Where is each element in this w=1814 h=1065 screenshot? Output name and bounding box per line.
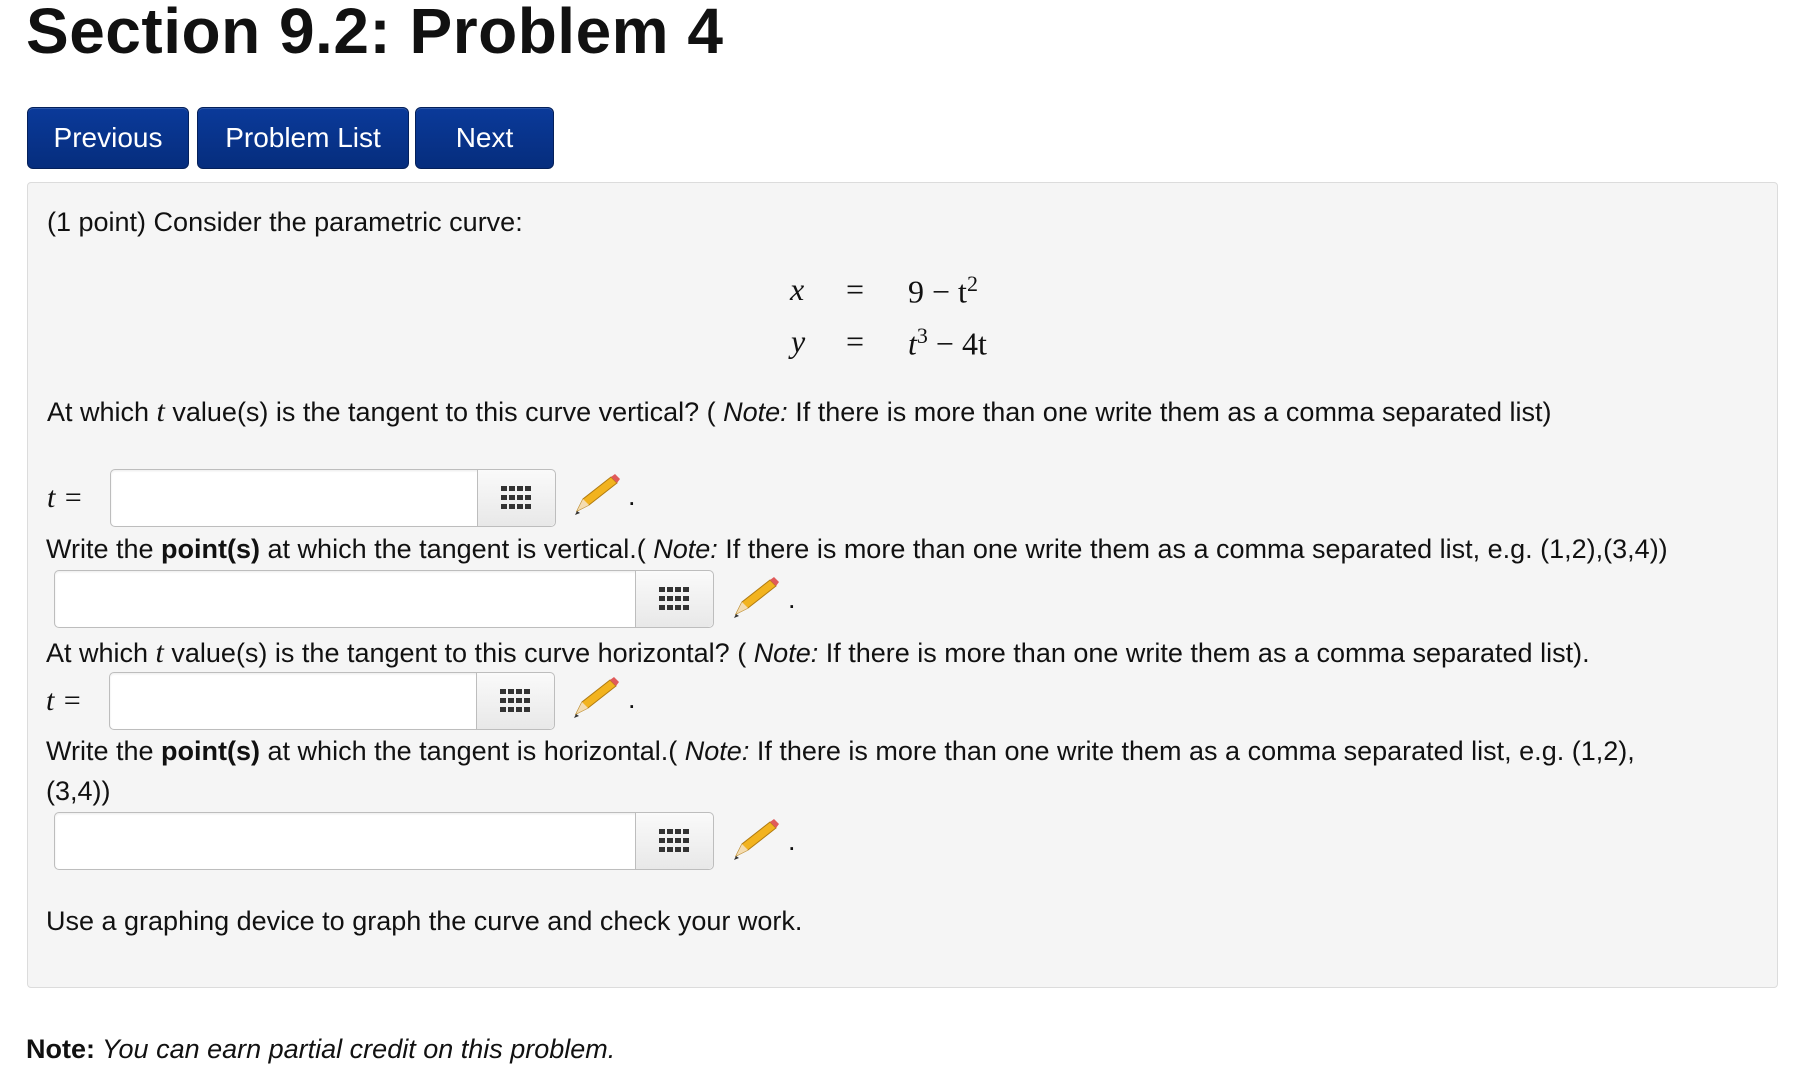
answer-horizontal-t-input[interactable] xyxy=(110,673,476,729)
equation-editor-button[interactable] xyxy=(476,673,554,729)
page-title: Section 9.2: Problem 4 xyxy=(26,0,724,67)
answer-vertical-t xyxy=(110,469,556,527)
keyboard-grid-icon xyxy=(659,829,689,853)
answer-vertical-t-input[interactable] xyxy=(111,470,477,526)
answer-label-t-horizontal: t = xyxy=(46,684,83,717)
eq-y-lhs: y xyxy=(791,323,806,359)
question-vertical-t: At which t value(s) is the tangent to this curve vertical? ( Note: If there is more than one write them as a comma separated list) xyxy=(47,395,1552,428)
equation-editor-button[interactable] xyxy=(635,813,713,869)
equation-editor-button[interactable] xyxy=(635,571,713,627)
pencil-icon[interactable] xyxy=(571,473,621,517)
equation-editor-button[interactable] xyxy=(477,470,555,526)
keyboard-grid-icon xyxy=(501,486,531,510)
eq-y-sign: = xyxy=(846,323,865,359)
problem-list-button[interactable]: Problem List xyxy=(197,107,409,169)
period: . xyxy=(628,684,636,714)
question-horizontal-points-line2: (3,4)) xyxy=(46,776,111,806)
keyboard-grid-icon xyxy=(659,587,689,611)
previous-button[interactable]: Previous xyxy=(27,107,189,169)
question-horizontal-t: At which t value(s) is the tangent to this curve horizontal? ( Note: If there is more than one write them as a comma separated list). xyxy=(46,636,1590,669)
problem-intro: (1 point) Consider the parametric curve: xyxy=(47,207,523,237)
answer-horizontal-points xyxy=(54,812,714,870)
partial-credit-note: Note: You can earn partial credit on this problem. xyxy=(26,1034,616,1064)
eq-y-rhs: $t^3 - 4t$ xyxy=(908,323,987,362)
next-button[interactable]: Next xyxy=(415,107,554,169)
answer-horizontal-t xyxy=(109,672,555,730)
eq-x-sign: = xyxy=(846,271,865,307)
question-vertical-points-text: Write the point(s) at which the tangent is vertical.( Note: If there is more than one write them as a comma separated list, e.g. (1,2),(3,4)) xyxy=(46,534,1668,564)
period: . xyxy=(788,826,796,856)
pencil-icon[interactable] xyxy=(730,576,780,620)
closing-instruction: Use a graphing device to graph the curve and check your work. xyxy=(46,906,803,936)
answer-horizontal-points-input[interactable] xyxy=(55,813,635,869)
question-horizontal-points: Write the point(s) at which the tangent is horizontal.( Note: If there is more than one write them as a comma separated list, e.g. (1,2), xyxy=(46,736,1635,766)
keyboard-grid-icon xyxy=(500,689,530,713)
pencil-icon[interactable] xyxy=(730,818,780,862)
eq-x-lhs: x xyxy=(790,271,805,307)
eq-x-rhs: $9 - t^2$ xyxy=(908,271,978,310)
pencil-icon[interactable] xyxy=(570,676,620,720)
answer-label-t-vertical: t = xyxy=(47,481,84,514)
period: . xyxy=(788,584,796,614)
period: . xyxy=(628,481,636,511)
answer-vertical-points-input[interactable] xyxy=(55,571,635,627)
answer-vertical-points xyxy=(54,570,714,628)
